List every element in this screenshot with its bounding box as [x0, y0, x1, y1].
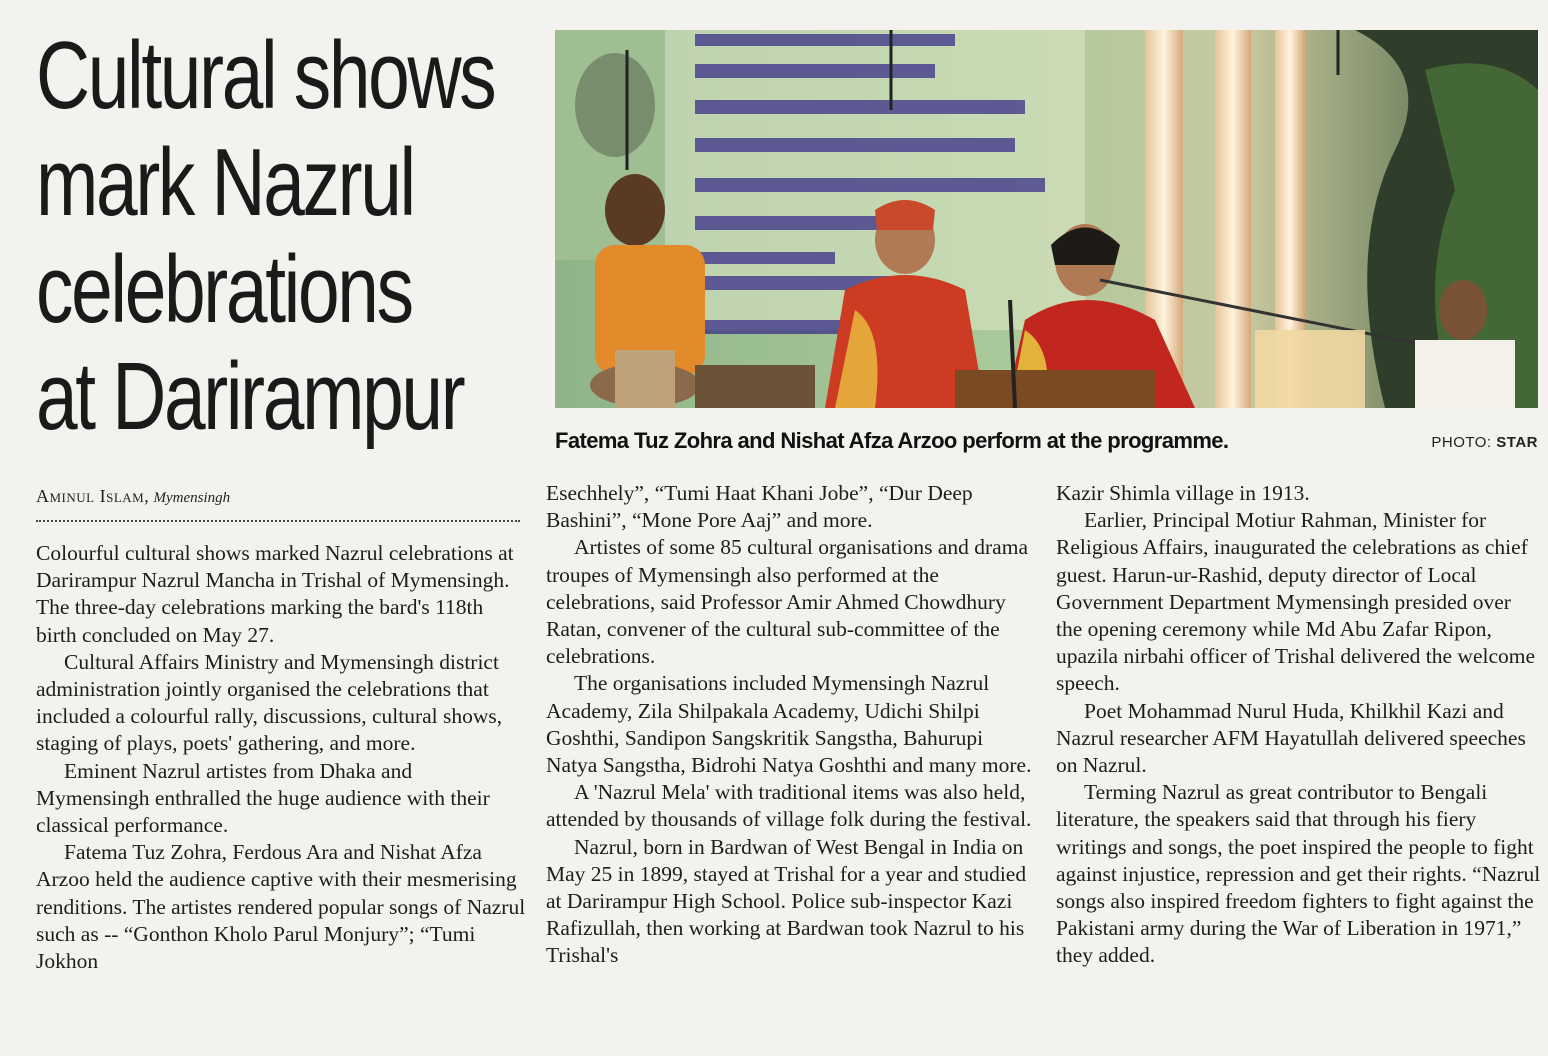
headline-line-1: Cultural shows: [36, 22, 495, 129]
byline: [36, 486, 520, 507]
paragraph: Kazir Shimla village in 1913.: [1056, 481, 1310, 505]
photo-caption: [555, 428, 1538, 458]
headline-line-3: celebrations: [36, 236, 412, 343]
paragraph: Esechhely”, “Tumi Haat Khani Jobe”, “Dur Deep Bashini”, “Mone Pore Aaj” and more.: [546, 481, 973, 533]
byline-place: Mymensingh: [153, 490, 231, 506]
stage-performance-illustration: [555, 30, 1538, 408]
paragraph: Nazrul, born in Bardwan of West Bengal in India on May 25 in 1899, stayed at Trishal for a year and studied at Darirampur High School. Police sub-inspector Kazi Rafizullah, then working at Bardwan took Nazrul to his Trishal's: [546, 834, 1027, 968]
paragraph: Cultural Affairs Ministry and Mymensingh district administration jointly organised the celebrations that included a colourful rally, discussions, cultural shows, staging of plays, poets' gathering, and more.: [36, 649, 503, 756]
headline-line-2: mark Nazrul: [36, 129, 414, 236]
paragraph: Artistes of some 85 cultural organisations and drama troupes of Mymensingh also performed at the celebrations, said Professor Amir Ahmed Chowdhury Ratan, convener of the cultural sub-committee of the celebrations.: [546, 535, 1028, 669]
photo-credit: [1431, 434, 1538, 451]
paragraph: Eminent Nazrul artistes from Dhaka and Mymensingh enthralled the huge audience with their classical performance.: [36, 758, 490, 838]
paragraph: A 'Nazrul Mela' with traditional items was also held, attended by thousands of village folk during the festival.: [546, 780, 1032, 832]
byline-author: Aminul Islam,: [36, 486, 150, 506]
paragraph: Fatema Tuz Zohra, Ferdous Ara and Nishat Afza Arzoo held the audience captive with their mesmerising renditions. The artistes rendered popular songs of Nazrul such as -- “Gonthon Kholo Parul Monjury”; “Tumi Jokhon: [36, 840, 526, 974]
paragraph: Poet Mohammad Nurul Huda, Khilkhil Kazi and Nazrul researcher AFM Hayatullah delivered speeches on Nazrul.: [1056, 698, 1526, 778]
paragraph: Earlier, Principal Motiur Rahman, Minister for Religious Affairs, inaugurated the celebrations as chief guest. Harun-ur-Rashid, deputy director of Local Government Department Mymensingh presided over the opening ceremony while Md Abu Zafar Ripon, upazila nirbahi officer of Trishal delivered the welcome speech.: [1056, 508, 1536, 696]
headline-line-4: at Darirampur: [36, 343, 464, 450]
article-column-3: [1056, 480, 1542, 970]
paragraph: The organisations included Mymensingh Nazrul Academy, Zila Shilpakala Academy, Udichi Shilpi Goshthi, Sandipon Sangskritik Sangstha, Bahurupi Natya Sangstha, Bidrohi Natya Goshthi and many more.: [546, 671, 1032, 778]
photo-credit-label: PHOTO:: [1431, 434, 1492, 451]
photo-credit-source: STAR: [1496, 434, 1538, 451]
news-photo: [555, 30, 1538, 408]
paragraph: Colourful cultural shows marked Nazrul celebrations at Darirampur Nazrul Mancha in Trishal of Mymensingh. The three-day celebrations marking the bard's 118th birth concluded on May 27.: [36, 541, 514, 647]
paragraph: Terming Nazrul as great contributor to Bengali literature, the speakers said that through his fiery writings and songs, the poet inspired the people to fight against injustice, repression and get their rights. “Nazrul songs also inspired freedom fighters to fight against the Pakistani army during the War of Liberation in 1971,” they added.: [1056, 780, 1541, 968]
headline: [36, 22, 495, 450]
article-column-2: [546, 480, 1036, 970]
article-column-1: [36, 540, 526, 975]
byline-divider: [36, 520, 520, 522]
caption-text: Fatema Tuz Zohra and Nishat Afza Arzoo perform at the programme.: [555, 428, 1229, 453]
